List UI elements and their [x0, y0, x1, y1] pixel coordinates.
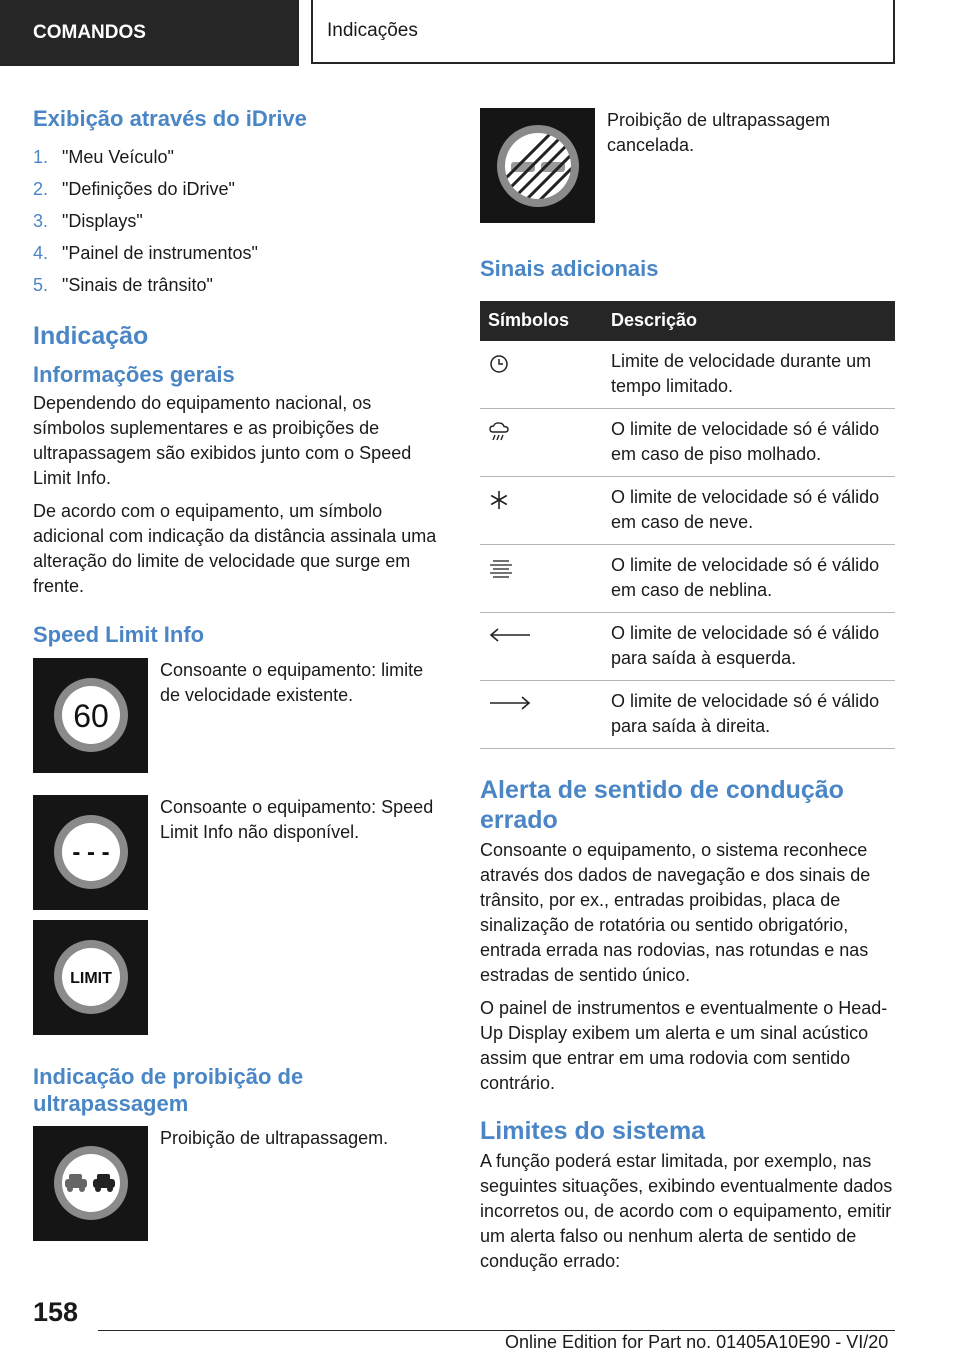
- overtaking-cancelled-sign-icon: [480, 108, 595, 223]
- table-cell-description: O limite de velocidade só é válido para saída à direita.: [603, 680, 895, 748]
- right-column: [480, 108, 895, 1274]
- sign-description: Proibição de ultrapassagem.: [160, 1127, 389, 1148]
- sinais-adicionais-heading: Sinais adicionais: [480, 256, 659, 281]
- arrow-right-icon: [488, 695, 532, 711]
- sign-value: LIMIT: [69, 970, 112, 987]
- limit-sign-icon: [33, 920, 148, 1035]
- table-cell-description: O limite de velocidade só é válido para saída à esquerda.: [603, 612, 895, 680]
- info-paragraph-2: De acordo com o equipamento, um símbolo adicional com indicação da distância assinala uma alteração do limite de velocidade que surge em frente.: [33, 501, 437, 596]
- no-overtaking-sign-icon: [33, 1126, 148, 1241]
- list-item: 5. "Sinais de trânsito": [33, 274, 213, 295]
- table-row: [480, 544, 895, 612]
- info-heading: Informações gerais: [33, 361, 235, 387]
- alerta-heading: Alerta de sentido de condução errado: [480, 775, 844, 834]
- idrive-steps: [33, 141, 448, 301]
- table-cell-description: O limite de velocidade só é válido em caso de piso molhado.: [603, 408, 895, 476]
- footer-divider: [98, 1330, 895, 1331]
- list-item: 3. "Displays": [33, 210, 143, 231]
- sign-description: Consoante o equipamento: Speed Limit Info não disponível.: [160, 796, 434, 842]
- table-row: [480, 612, 895, 680]
- sign-value: 60: [72, 698, 109, 734]
- sign-description: Consoante o equipamento: limite de velocidade existente.: [160, 659, 424, 705]
- page-number: 158: [33, 1297, 79, 1327]
- sign-row-limit: [33, 920, 448, 1035]
- list-item: 4. "Painel de instrumentos": [33, 242, 258, 263]
- table-row: [480, 476, 895, 544]
- footer-edition: Online Edition for Part no. 01405A10E90 - VI/20: [505, 1332, 889, 1352]
- table-row: [480, 341, 895, 409]
- section-title: COMANDOS: [33, 22, 146, 43]
- left-column: [33, 100, 448, 1241]
- column-header-description: Descrição: [603, 301, 895, 341]
- sign-row-unavailable: [33, 795, 448, 910]
- sign-row-overtaking-cancelled: [480, 108, 895, 223]
- list-item: 2. "Definições do iDrive": [33, 178, 235, 199]
- limites-heading: Limites do sistema: [480, 1116, 706, 1145]
- sign-row-60: [33, 658, 448, 773]
- snowflake-icon: [488, 489, 510, 511]
- sign-value: - - -: [71, 839, 110, 866]
- table-row: [480, 408, 895, 476]
- speed-unavailable-sign-icon: [33, 795, 148, 910]
- chapter-tab: [311, 0, 895, 64]
- section-tab: [0, 0, 299, 66]
- proibicao-heading: Indicação de proibição de ultrapassagem: [33, 1063, 304, 1116]
- alerta-paragraph-1: Consoante o equipamento, o sistema reconhece através dos dados de navegação e dos sinais de trânsito, por ex., entradas proibidas, placa de sinalização de rotatória ou sentido obrigatório, entrada errada nas rodovias, nas rotundas e nas estradas de sentido único.: [480, 839, 871, 985]
- additional-signs-table: [480, 301, 895, 749]
- arrow-left-icon: [488, 627, 532, 643]
- table-header-row: [480, 301, 895, 341]
- table-cell-description: Limite de velocidade durante um tempo limitado.: [603, 341, 895, 409]
- indicacao-heading: Indicação: [33, 321, 149, 350]
- fog-icon: [488, 557, 514, 579]
- sign-description: Proibição de ultrapassagem cancelada.: [607, 110, 831, 155]
- column-header-symbols: Símbolos: [480, 301, 603, 341]
- info-paragraph-1: Dependendo do equipamento nacional, os símbolos suplementares e as proibições de ultrapassagem são exibidos junto com o Speed Limit Info.: [33, 393, 412, 488]
- rain-cloud-icon: [488, 421, 512, 443]
- speed-limit-heading: Speed Limit Info: [33, 622, 205, 647]
- alerta-paragraph-2: O painel de instrumentos e eventualmente o Head-Up Display exibem um alerta e um sinal acústico assim que entrar em uma rodovia com sentido contrário.: [480, 997, 888, 1093]
- sign-row-no-overtaking: [33, 1126, 448, 1241]
- table-cell-description: O limite de velocidade só é válido em caso de neve.: [603, 476, 895, 544]
- table-cell-description: O limite de velocidade só é válido em caso de neblina.: [603, 544, 895, 612]
- list-item: 1. "Meu Veículo": [33, 146, 174, 167]
- idrive-heading: Exibição através do iDrive: [33, 106, 307, 131]
- chapter-title: Indicações: [327, 20, 418, 41]
- speed-60-sign-icon: [33, 658, 148, 773]
- table-row: [480, 680, 895, 748]
- limites-paragraph-1: A função poderá estar limitada, por exemplo, nas seguintes situações, exibindo eventualmente dados incorretos ou, de acordo com o equipamento, emitir um alerta falso ou nenhum alerta de sentido de condução errado:: [480, 1150, 893, 1271]
- clock-icon: [488, 353, 510, 375]
